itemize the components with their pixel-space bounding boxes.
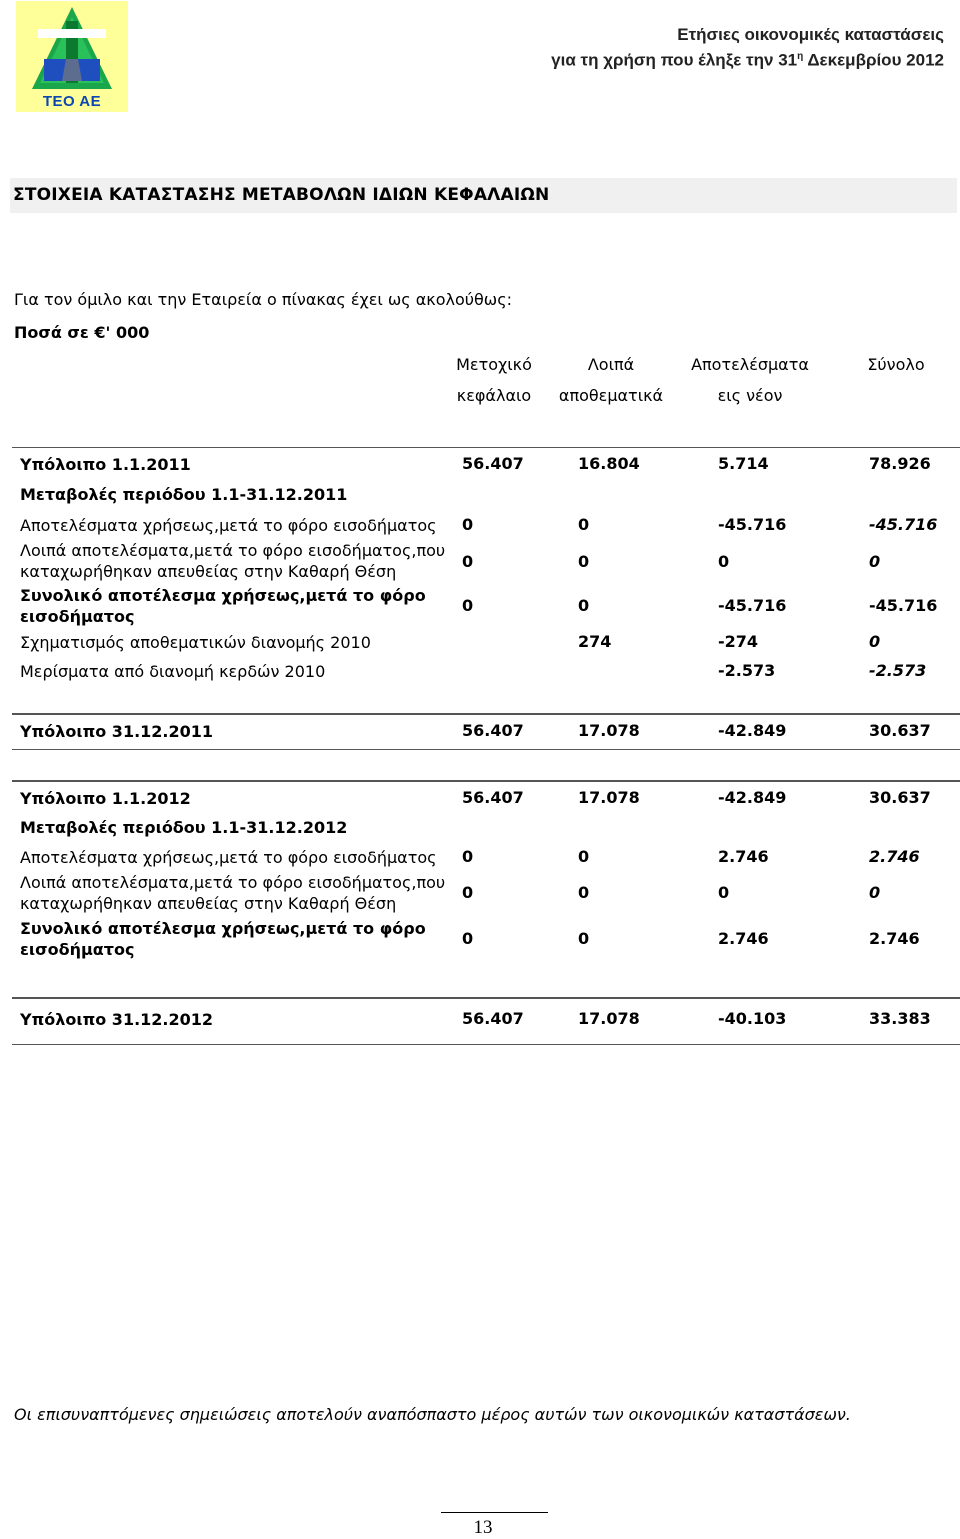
footnote: Οι επισυναπτόμενες σημειώσεις αποτελούν αναπόσπαστο μέρος αυτών των οικονομικών καταστάσεων. xyxy=(14,1405,851,1424)
table-rule xyxy=(12,997,960,999)
table-rule xyxy=(12,1044,960,1045)
page-number-rule xyxy=(441,1512,548,1513)
company-logo xyxy=(16,1,128,112)
logo-caption: ΤΕΟ ΑΕ xyxy=(42,93,102,110)
section-title-bar xyxy=(10,178,957,213)
section-title: ΣΤΟΙΧΕΙΑ ΚΑΤΑΣΤΑΣΗΣ ΜΕΤΑΒΟΛΩΝ ΙΔΙΩΝ ΚΕΦΑΛΑΙΩΝ xyxy=(13,185,550,205)
column-header-other-reserves: Λοιπά αποθεματικά xyxy=(558,355,664,405)
running-header xyxy=(551,24,944,72)
table-rule xyxy=(12,447,960,448)
header-line-2: για τη χρήση που έληξε την $31^\eta$ Δεκεμβρίου 2012 xyxy=(551,50,944,70)
column-header-total: Σύνολο xyxy=(867,355,925,374)
intro-text: Για τον όμιλο και την Εταιρεία ο πίνακας έχει ως ακολούθως: xyxy=(14,290,512,309)
table-rule xyxy=(12,713,960,715)
page-number: 13 xyxy=(473,1517,493,1538)
header-line-1: Ετήσιες οικονομικές καταστάσεις xyxy=(677,25,944,44)
column-header-retained-earnings: Αποτελέσματα εις νέον xyxy=(691,355,809,405)
table-rule xyxy=(12,749,960,750)
table-rule xyxy=(12,780,960,782)
amounts-unit-note: Ποσά σε €' 000 xyxy=(14,323,150,342)
column-header-share-capital: Μετοχικό κεφάλαιο xyxy=(456,355,532,405)
